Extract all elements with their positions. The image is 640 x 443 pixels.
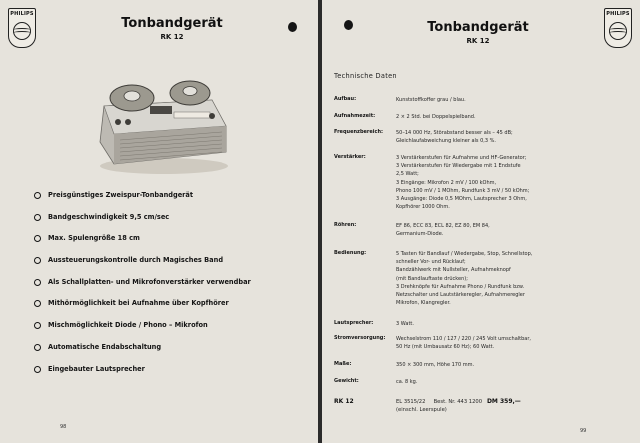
philips-logo: PHILIPS <box>604 8 632 48</box>
spec-label: Bedienung: <box>334 250 367 256</box>
page-title: Tonbandgerät <box>121 16 223 31</box>
feature-item: Max. Spulengröße 18 cm <box>34 233 314 255</box>
model-label: RK 12 <box>160 33 184 41</box>
page-title: Tonbandgerät <box>427 20 529 35</box>
price: DM 359,— <box>486 398 521 405</box>
spec-value-line: EF 86, ECC 83, ECL 82, EZ 80, EM 84, <box>396 223 490 229</box>
spec-value <box>396 320 626 328</box>
spec-value <box>396 113 626 121</box>
philips-logo: PHILIPS <box>8 8 36 48</box>
punch-hole <box>344 20 353 30</box>
circle-bullet-icon <box>34 214 41 221</box>
feature-item: Preisgünstiges Zweispur-Tonbandgerät <box>34 190 314 212</box>
circle-bullet-icon <box>34 300 41 307</box>
order-info <box>396 398 521 414</box>
left-page <box>0 0 318 443</box>
spec-value-line: 50 Hz (mit Umbausatz 60 Hz); 60 Watt. <box>396 344 495 351</box>
feature-item: Als Schallplatten- und Mikrofonverstärker verwendbar <box>34 277 314 299</box>
spec-value-line: schneller Vor- und Rücklauf; <box>396 259 466 266</box>
order-note: (einschl. Leerspule) <box>396 407 447 413</box>
circle-bullet-icon <box>34 192 41 199</box>
spec-label: Röhren: <box>334 222 357 228</box>
spec-value-line: Mikrofon, Klangregler. <box>396 300 451 307</box>
spec-value <box>396 361 626 369</box>
spec-value <box>396 378 626 386</box>
order-model: RK 12 <box>334 398 354 405</box>
spec-value-line: 3 Ausgänge: Diode 0,5 MOhm, Lautsprecher 3 Ohm, <box>396 196 527 203</box>
feature-item: Eingebauter Lautsprecher <box>34 364 314 386</box>
punch-hole <box>288 22 297 32</box>
spec-value-line: 2 × 2 Std. bei Doppelspielband. <box>396 114 476 120</box>
spec-value-line: Gleichlaufabweichung kleiner als 0,3 %. <box>396 138 497 145</box>
spec-value-line: 3 Drehknöpfe für Aufnahme Phono / Rundfunk bzw. <box>396 283 525 290</box>
spec-value-line: Netzschalter und Lautstärkeregler, Aufnahmeregler <box>396 292 525 299</box>
feature-item: Mischmöglichkeit Diode / Phono – Mikrofon <box>34 320 314 342</box>
spec-label: Gewicht: <box>334 378 359 384</box>
spec-value <box>396 96 626 104</box>
section-title: Technische Daten <box>334 72 397 80</box>
feature-item: Aussteuerungskontrolle durch Magisches Band <box>34 255 314 277</box>
spec-label: Aufbau: <box>334 96 357 102</box>
circle-bullet-icon <box>34 366 41 373</box>
feature-list <box>34 190 314 385</box>
tape-recorder-photo <box>94 60 234 180</box>
spec-value-line: ca. 8 kg. <box>396 379 418 385</box>
spec-value-line: 3 Eingänge: Mikrofon 2 mV / 100 kOhm, <box>396 179 497 186</box>
feature-item: Mithörmöglichkeit bei Aufnahme über Kopfhörer <box>34 298 314 320</box>
order-number: Best. Nr. 443 1200 <box>433 399 482 405</box>
spec-label: Frequenzbereich: <box>334 129 384 135</box>
spec-value-line: Kunststoffkoffer grau / blau. <box>396 97 466 103</box>
spec-label: Lautsprecher: <box>334 320 374 326</box>
spec-value-line: Germanium-Diode. <box>396 231 444 238</box>
spec-value-line: Bandzählwerk mit Nullsteller, Aufnahmeknopf <box>396 267 511 274</box>
order-code: EL 3515/22 <box>396 399 426 405</box>
spec-label: Maße: <box>334 361 352 367</box>
page-number: 98 <box>60 424 67 430</box>
spec-value-line: 350 × 300 mm, Höhe 170 mm. <box>396 362 475 368</box>
spec-value-line: 3 Verstärkerstufen für Wiedergabe mit 1 Endstufe <box>396 163 521 170</box>
spec-value <box>396 222 626 238</box>
spec-value <box>396 154 626 211</box>
spec-value-line: Wechselstrom 110 / 127 / 220 / 245 Volt umschaltbar, <box>396 336 531 342</box>
page-number: 99 <box>580 428 587 434</box>
spec-value <box>396 129 626 145</box>
spec-value-line: 3 Verstärkerstufen für Aufnahme und HF-Generator; <box>396 155 527 161</box>
spec-label: Verstärker: <box>334 154 366 160</box>
spec-label: Stromversorgung: <box>334 335 386 341</box>
spec-value-line: Kopfhörer 1000 Ohm. <box>396 204 450 211</box>
feature-item: Automatische Endabschaltung <box>34 342 314 364</box>
circle-bullet-icon <box>34 235 41 242</box>
circle-bullet-icon <box>34 257 41 264</box>
spec-value-line: 5 Tasten für Bandlauf / Wiedergabe, Stop, Schnellstop, <box>396 251 533 257</box>
spec-value <box>396 335 626 351</box>
spec-value-line: (mit Bandlauftaste drücken); <box>396 275 468 282</box>
spec-value <box>396 250 626 307</box>
spec-value-line: 2,5 Watt; <box>396 171 419 178</box>
feature-item: Bandgeschwindigkeit 9,5 cm/sec <box>34 212 314 234</box>
circle-bullet-icon <box>34 322 41 329</box>
model-label: RK 12 <box>466 37 490 45</box>
circle-bullet-icon <box>34 344 41 351</box>
circle-bullet-icon <box>34 279 41 286</box>
spec-label: Aufnahmezeit: <box>334 113 376 119</box>
right-page <box>322 0 640 443</box>
spec-value-line: Phono 100 mV / 1 MOhm, Rundfunk 3 mV / 50 kOhm; <box>396 187 530 194</box>
spec-value-line: 50–14 000 Hz, Störabstand besser als – 45 dB; <box>396 130 513 136</box>
spec-value-line: 3 Watt. <box>396 321 414 327</box>
